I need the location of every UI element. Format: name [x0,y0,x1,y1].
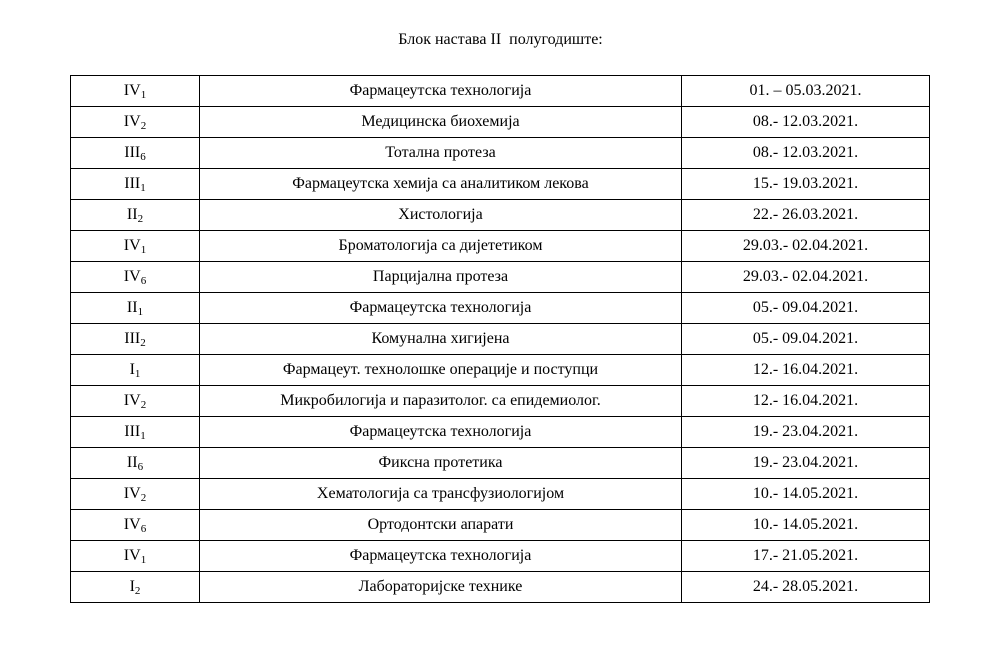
table-row [71,541,930,572]
year-label: II [126,299,138,316]
class-group-cell [71,169,200,200]
subject-cell: Фармацеутска технологија [200,76,682,107]
class-group-cell [71,510,200,541]
year-label: IV [123,268,141,285]
schedule-table-body [71,76,930,603]
year-label: IV [123,113,141,130]
subject-cell: Фармацеут. технолошке операције и поступци [200,355,682,386]
period-cell: 12.- 16.04.2021. [682,386,930,417]
subject-cell: Микробилогија и паразитолог. са епидемиолог. [200,386,682,417]
class-group-cell [71,324,200,355]
table-row [71,76,930,107]
class-group-cell [71,417,200,448]
year-label: II [126,206,138,223]
period-cell: 19.- 23.04.2021. [682,448,930,479]
subject-cell: Броматологија са дијететиком [200,231,682,262]
year-label: III [124,423,141,440]
class-group-cell [71,138,200,169]
period-cell: 19.- 23.04.2021. [682,417,930,448]
class-group-cell [71,107,200,138]
table-row [71,169,930,200]
table-row [71,479,930,510]
group-subscript: 2 [140,399,147,411]
table-row [71,200,930,231]
group-subscript: 1 [140,430,146,442]
year-label: I [129,578,135,595]
group-subscript: 2 [140,492,147,504]
class-group-cell [71,293,200,324]
class-group-cell [71,355,200,386]
table-row [71,572,930,603]
group-subscript: 6 [140,275,147,287]
year-label: IV [123,82,141,99]
period-cell: 08.- 12.03.2021. [682,107,930,138]
period-cell: 22.- 26.03.2021. [682,200,930,231]
group-subscript: 1 [140,554,147,566]
year-label: I [129,361,135,378]
period-cell: 10.- 14.05.2021. [682,510,930,541]
subject-cell: Фармацеутска технологија [200,293,682,324]
year-label: IV [123,547,141,564]
table-row [71,231,930,262]
table-row [71,138,930,169]
table-row [71,262,930,293]
group-subscript: 1 [140,182,146,194]
subject-cell: Комунална хигијена [200,324,682,355]
class-group-cell [71,76,200,107]
class-group-cell [71,541,200,572]
table-row [71,293,930,324]
group-subscript: 1 [140,244,147,256]
subject-cell: Фармацеутска хемија са аналитиком лекова [200,169,682,200]
group-subscript: 2 [140,120,147,132]
table-row [71,324,930,355]
year-label: III [124,175,141,192]
table-row [71,355,930,386]
table-row [71,417,930,448]
group-subscript: 2 [140,337,146,349]
year-label: IV [123,516,141,533]
period-cell: 24.- 28.05.2021. [682,572,930,603]
year-label: IV [123,485,141,502]
year-label: II [126,454,138,471]
period-cell: 29.03.- 02.04.2021. [682,231,930,262]
period-cell: 08.- 12.03.2021. [682,138,930,169]
group-subscript: 1 [137,306,144,318]
period-cell: 29.03.- 02.04.2021. [682,262,930,293]
year-label: IV [123,392,141,409]
period-cell: 17.- 21.05.2021. [682,541,930,572]
group-subscript: 6 [140,151,146,163]
subject-cell: Медицинска биохемија [200,107,682,138]
table-row [71,107,930,138]
table-row [71,386,930,417]
subject-cell: Фармацеутска технологија [200,541,682,572]
subject-cell: Хематологија са трансфузиологијом [200,479,682,510]
subject-cell: Ортодонтски апарати [200,510,682,541]
class-group-cell [71,386,200,417]
period-cell: 15.- 19.03.2021. [682,169,930,200]
year-label: III [124,144,141,161]
period-cell: 05.- 09.04.2021. [682,293,930,324]
class-group-cell [71,479,200,510]
period-cell: 10.- 14.05.2021. [682,479,930,510]
group-subscript: 2 [134,585,141,597]
class-group-cell [71,572,200,603]
page-title: Блок настава II полугодиште: [398,31,603,48]
group-subscript: 6 [140,523,147,535]
schedule-table [70,75,930,603]
period-cell: 01. – 05.03.2021. [682,76,930,107]
subject-cell: Фармацеутска технологија [200,417,682,448]
table-row [71,510,930,541]
year-label: IV [123,237,141,254]
table-row [71,448,930,479]
subject-cell: Лабораторијске технике [200,572,682,603]
group-subscript: 1 [140,89,147,101]
class-group-cell [71,262,200,293]
class-group-cell [71,448,200,479]
subject-cell: Фиксна протетика [200,448,682,479]
period-cell: 05.- 09.04.2021. [682,324,930,355]
class-group-cell [71,231,200,262]
year-label: III [124,330,141,347]
subject-cell: Хистологија [200,200,682,231]
period-cell: 12.- 16.04.2021. [682,355,930,386]
group-subscript: 1 [134,368,141,380]
group-subscript: 6 [137,461,144,473]
subject-cell: Парцијална протеза [200,262,682,293]
subject-cell: Тотална протеза [200,138,682,169]
class-group-cell [71,200,200,231]
group-subscript: 2 [137,213,144,225]
